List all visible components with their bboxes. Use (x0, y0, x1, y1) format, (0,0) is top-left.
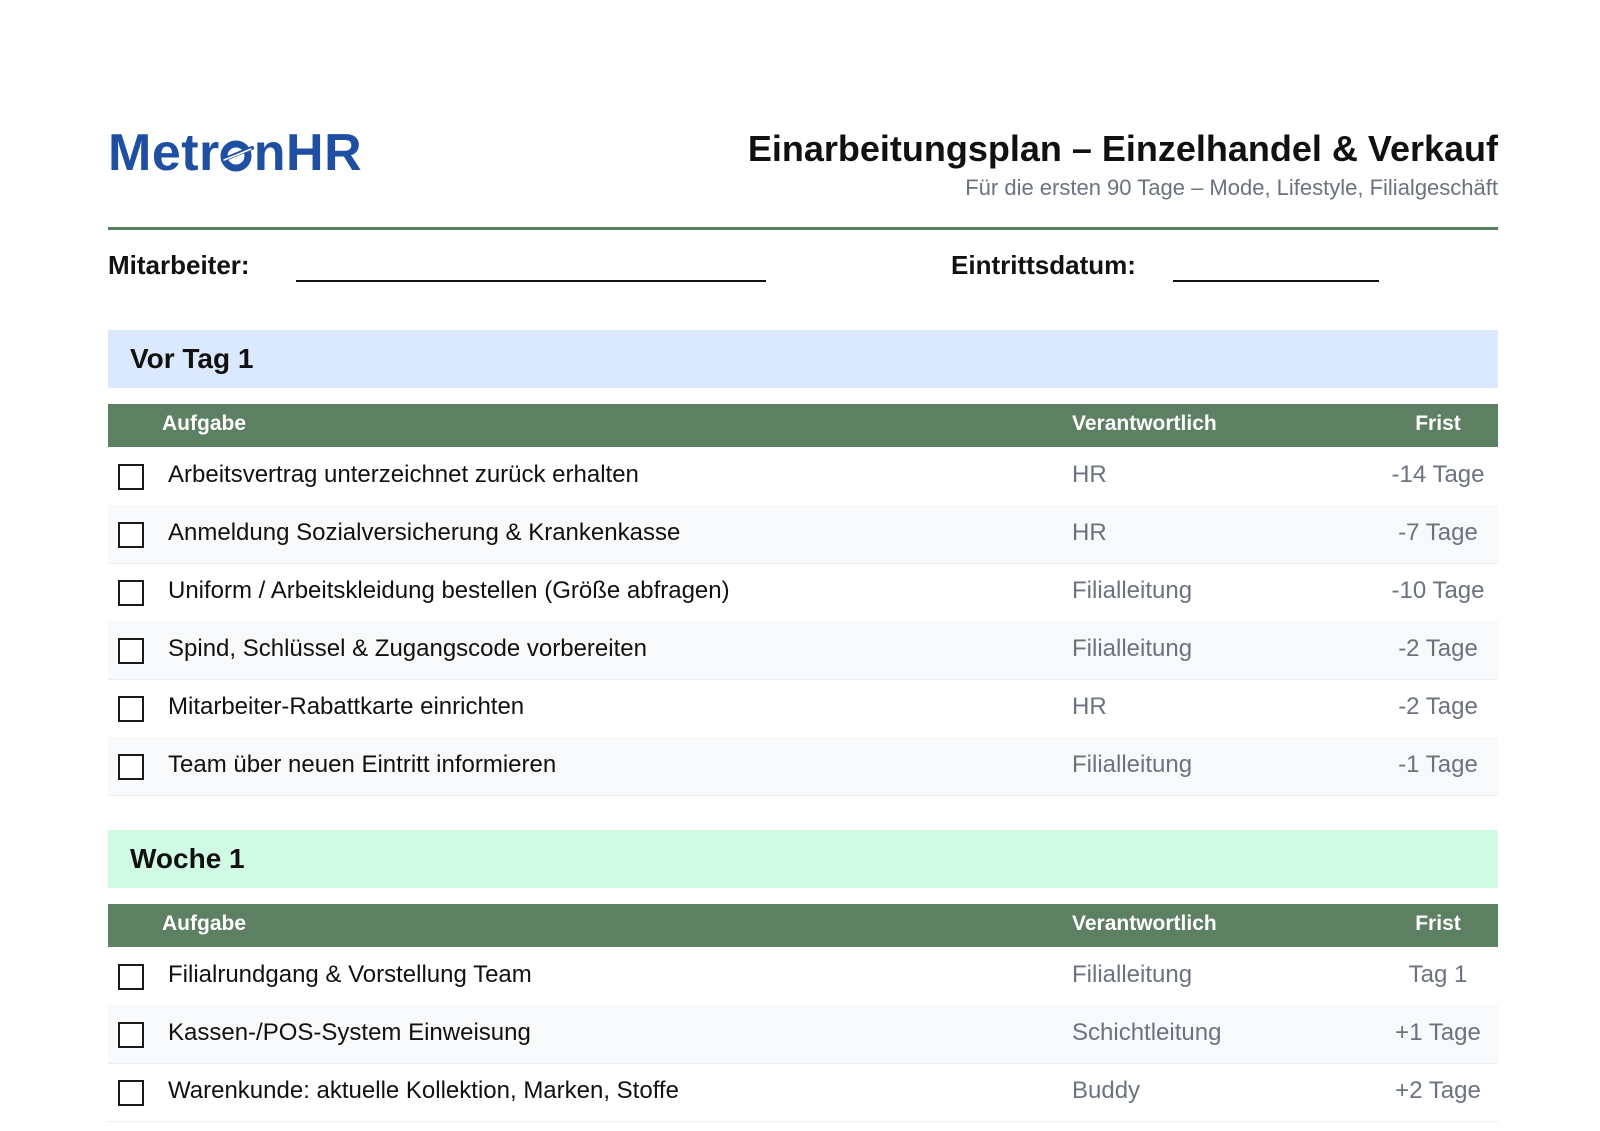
metronhr-logo (108, 126, 362, 180)
table-row (108, 563, 1498, 622)
employee-label: Mitarbeiter: (108, 250, 250, 280)
table-header (108, 404, 1498, 447)
document-subtitle: Für die ersten 90 Tage – Mode, Lifestyle, Filialgeschäft (965, 175, 1498, 200)
table-header (108, 904, 1498, 947)
task-text: Arbeitsvertrag unterzeichnet zurück erhalten (168, 461, 639, 488)
document-header (108, 118, 1498, 228)
task-text: Filialrundgang & Vorstellung Team (168, 961, 532, 988)
section-title: Vor Tag 1 (130, 343, 254, 374)
section-header-woche-1 (108, 830, 1498, 888)
task-checkbox[interactable] (118, 696, 144, 722)
start-date-line[interactable] (1173, 280, 1379, 282)
task-owner: Schichtleitung (1072, 1019, 1222, 1046)
section-header-vor-tag-1 (108, 330, 1498, 388)
column-header-task: Aufgabe (162, 412, 246, 435)
table-row (108, 1063, 1498, 1122)
logo-o-swoosh-icon (220, 134, 254, 172)
task-checkbox[interactable] (118, 964, 144, 990)
task-checkbox[interactable] (118, 522, 144, 548)
logo-text-left: Metr (108, 124, 220, 182)
task-due: -1 Tage (1398, 751, 1478, 778)
document-title: Einarbeitungsplan – Einzelhandel & Verkauf (747, 128, 1498, 169)
task-owner: HR (1072, 519, 1107, 546)
task-checkbox[interactable] (118, 1080, 144, 1106)
task-owner: Filialleitung (1072, 635, 1193, 662)
task-checkbox[interactable] (118, 754, 144, 780)
employee-fields (108, 250, 1498, 290)
task-text: Uniform / Arbeitskleidung bestellen (Größe abfragen) (168, 577, 730, 604)
task-owner: Filialleitung (1072, 577, 1193, 604)
task-due: -14 Tage (1391, 461, 1485, 488)
task-due: +2 Tage (1395, 1077, 1481, 1104)
task-checkbox[interactable] (118, 464, 144, 490)
column-header-task: Aufgabe (162, 912, 246, 935)
task-text: Warenkunde: aktuelle Kollektion, Marken, Stoffe (168, 1077, 679, 1104)
task-due: -10 Tage (1391, 577, 1485, 604)
table-row (108, 737, 1498, 796)
task-owner: HR (1072, 461, 1107, 488)
table-row (108, 1005, 1498, 1064)
task-owner: Filialleitung (1072, 961, 1193, 988)
task-checkbox[interactable] (118, 638, 144, 664)
task-due: Tag 1 (1408, 961, 1468, 988)
task-owner: Filialleitung (1072, 751, 1193, 778)
column-header-due: Frist (1415, 412, 1461, 435)
table-row (108, 505, 1498, 564)
table-row (108, 621, 1498, 680)
table-row (108, 679, 1498, 738)
task-owner: Buddy (1072, 1077, 1141, 1104)
task-due: +1 Tage (1395, 1019, 1481, 1046)
task-due: -7 Tage (1398, 519, 1478, 546)
header-divider (108, 227, 1498, 230)
task-text: Team über neuen Eintritt informieren (168, 751, 557, 778)
task-due: -2 Tage (1398, 635, 1478, 662)
task-text: Spind, Schlüssel & Zugangscode vorbereiten (168, 635, 647, 662)
task-text: Mitarbeiter-Rabattkarte einrichten (168, 693, 525, 720)
table-row (108, 447, 1498, 506)
task-checkbox[interactable] (118, 1022, 144, 1048)
table-row (108, 947, 1498, 1006)
column-header-due: Frist (1415, 912, 1461, 935)
task-checkbox[interactable] (118, 580, 144, 606)
task-owner: HR (1072, 693, 1107, 720)
task-text: Kassen-/POS-System Einweisung (168, 1019, 531, 1046)
logo-text-right: nHR (253, 124, 363, 182)
start-date-label: Eintrittsdatum: (951, 250, 1136, 280)
column-header-owner: Verantwortlich (1072, 412, 1217, 435)
employee-name-line[interactable] (296, 280, 766, 282)
section-title: Woche 1 (130, 843, 245, 874)
task-text: Anmeldung Sozialversicherung & Krankenkasse (168, 519, 681, 546)
task-due: -2 Tage (1398, 693, 1478, 720)
column-header-owner: Verantwortlich (1072, 912, 1217, 935)
